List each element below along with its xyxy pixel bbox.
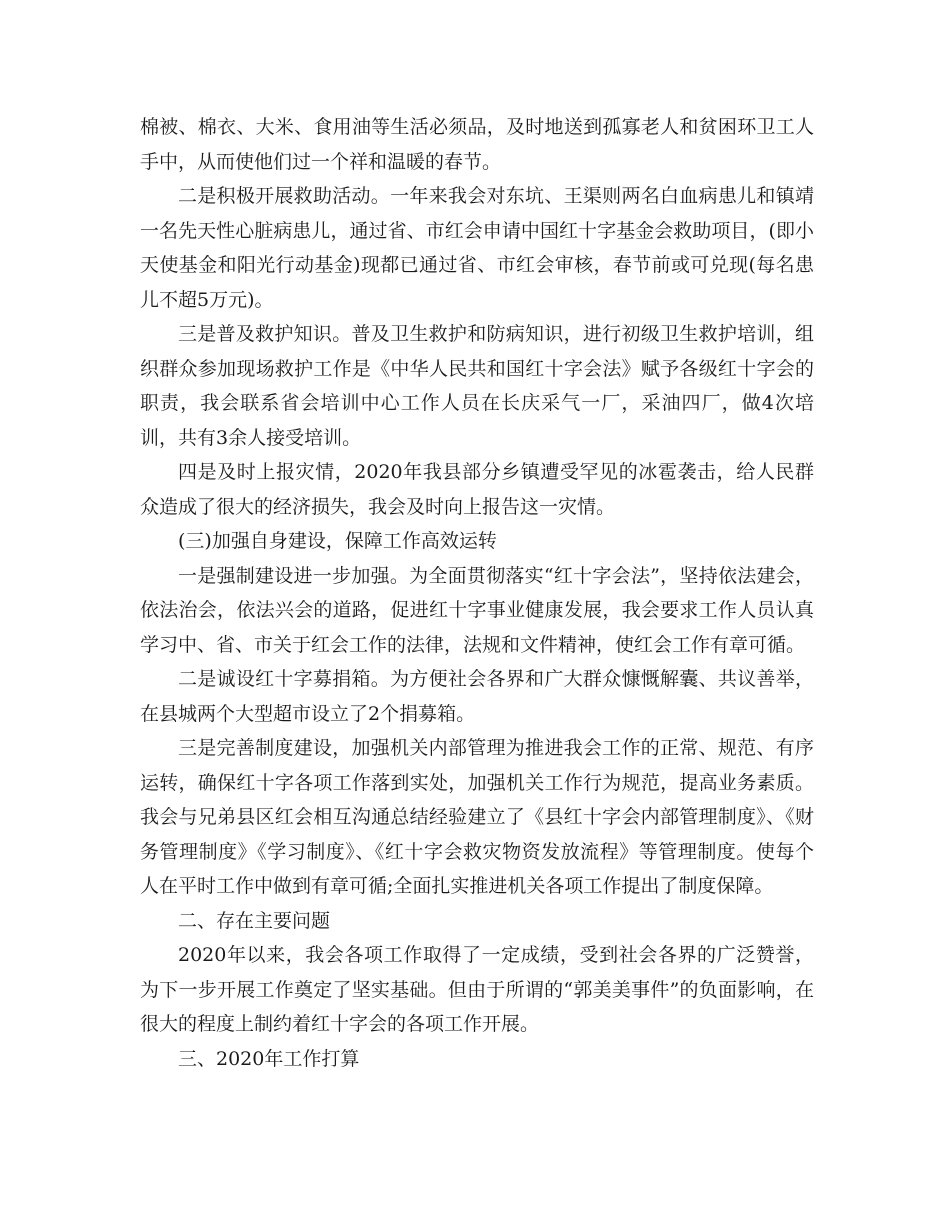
section-heading-plan: 三、2020年工作打算 bbox=[178, 1047, 360, 1070]
section-heading-3: (三)加强自身建设，保障工作高效运转 bbox=[178, 530, 497, 552]
paragraph-8: 三是完善制度建设，加强机关内部管理为推进我会工作的正常、规范、有序运转，确保红十字各项工作落到实处，加强机关工作行为规范，提高业务素质。我会与兄弟县区红会相互沟通总结经验建立了《县红十字会内部管理制度》、《财务管理制度》《学习制度》、《红十字会救灾物资发放流程》等管理制度。使每个人在平时工作中做到有章可循;全面扎实推进机关各项工作提出了制度保障。 bbox=[140, 737, 814, 897]
paragraph-10: 2020年以来，我会各项工作取得了一定成绩，受到社会各界的广泛赞誉，为下一步开展工作奠定了坚实基础。但由于所谓的“郭美美事件”的负面影响，在很大的程度上制约着红十字会的各项工作开展。 bbox=[140, 944, 814, 1035]
paragraph-1: 棉被、棉衣、大米、食用油等生活必须品，及时地送到孤寡老人和贫困环卫工人手中，从而使他们过一个祥和温暖的春节。 bbox=[140, 116, 814, 173]
section-heading-problems: 二、存在主要问题 bbox=[178, 909, 331, 932]
paragraph-2: 二是积极开展救助活动。一年来我会对东坑、王渠则两名白血病患儿和镇靖一名先天性心脏病患儿，通过省、市红会申请中国红十字基金会救助项目，(即小天使基金和阳光行动基金)现都已通过省、市红会审核，春节前或可兑现(每名患儿不超5万元)。 bbox=[140, 185, 814, 311]
paragraph-6: 一是强制建设进一步加强。为全面贯彻落实“红十字会法”，坚持依法建会，依法治会，依法兴会的道路，促进红十字事业健康发展，我会要求工作人员认真学习中、省、市关于红会工作的法律，法规和文件精神，使红会工作有章可循。 bbox=[140, 564, 814, 656]
document-body bbox=[140, 110, 814, 1076]
paragraph-7: 二是诚设红十字募捐箱。为方便社会各界和广大群众慷慨解囊、共议善举，在县城两个大型超市设立了2个捐募箱。 bbox=[140, 668, 814, 725]
paragraph-3: 三是普及救护知识。普及卫生救护和防病知识，进行初级卫生救护培训，组织群众参加现场救护工作是《中华人民共和国红十字会法》赋予各级红十字会的职责，我会联系省会培训中心工作人员在长庆采气一厂，采油四厂，做4次培训，共有3余人接受培训。 bbox=[140, 323, 814, 449]
paragraph-4: 四是及时上报灾情，2020年我县部分乡镇遭受罕见的冰雹袭击，给人民群众造成了很大的经济损失，我会及时向上报告这一灾情。 bbox=[140, 461, 814, 518]
